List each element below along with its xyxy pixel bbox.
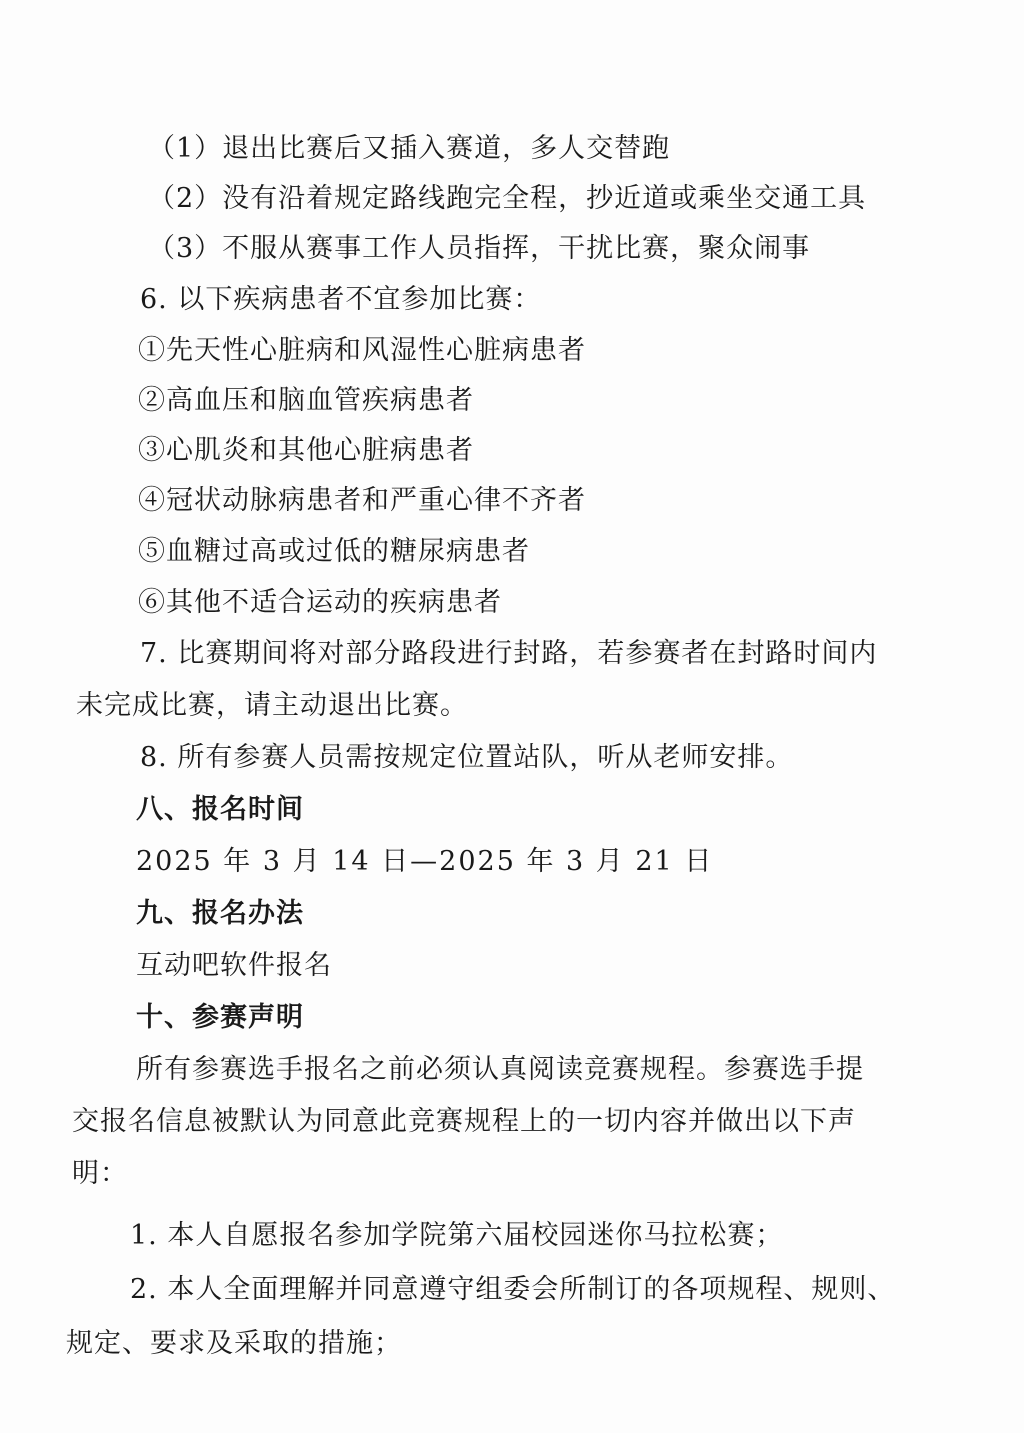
declaration-intro-line-2: 交报名信息被默认为同意此竞赛规程上的一切内容并做出以下声: [72, 1106, 856, 1137]
declaration-item-1: 1. 本人自愿报名参加学院第六届校园迷你马拉松赛；: [130, 1220, 784, 1251]
violation-item-1: （1）退出比赛后又插入赛道，多人交替跑: [148, 133, 671, 164]
disease-item-2: ②高血压和脑血管疾病患者: [138, 385, 474, 416]
violation-item-3: （3）不服从赛事工作人员指挥，干扰比赛，聚众闹事: [148, 233, 811, 264]
section-8-heading: 八、报名时间: [136, 794, 304, 825]
section-10-heading: 十、参赛声明: [136, 1002, 304, 1033]
section-9-heading: 九、报名办法: [136, 898, 304, 929]
declaration-intro-line-1: 所有参赛选手报名之前必须认真阅读竞赛规程。参赛选手提: [136, 1054, 864, 1085]
rule-7-text-line-1: 7. 比赛期间将对部分路段进行封路，若参赛者在封路时间内: [140, 638, 878, 669]
declaration-item-2-line-1: 2. 本人全面理解并同意遵守组委会所制订的各项规程、规则、: [130, 1274, 896, 1305]
violation-item-2: （2）没有沿着规定路线跑完全程，抄近道或乘坐交通工具: [148, 183, 867, 214]
disease-item-1: ①先天性心脏病和风湿性心脏病患者: [138, 335, 586, 366]
rule-7-text-line-2: 未完成比赛，请主动退出比赛。: [76, 690, 468, 721]
declaration-item-2-line-2: 规定、要求及采取的措施；: [66, 1328, 402, 1359]
registration-dates: 2025 年 3 月 14 日—2025 年 3 月 21 日: [136, 846, 714, 877]
rule-8-text: 8. 所有参赛人员需按规定位置站队，听从老师安排。: [140, 742, 794, 773]
rule-6-text: 6. 以下疾病患者不宜参加比赛：: [140, 284, 542, 315]
disease-item-4: ④冠状动脉病患者和严重心律不齐者: [138, 485, 586, 516]
disease-item-6: ⑥其他不适合运动的疾病患者: [138, 587, 502, 618]
disease-item-5: ⑤血糖过高或过低的糖尿病患者: [138, 536, 530, 567]
registration-method: 互动吧软件报名: [136, 950, 332, 981]
disease-item-3: ③心肌炎和其他心脏病患者: [138, 435, 474, 466]
declaration-intro-line-3: 明：: [72, 1158, 128, 1189]
